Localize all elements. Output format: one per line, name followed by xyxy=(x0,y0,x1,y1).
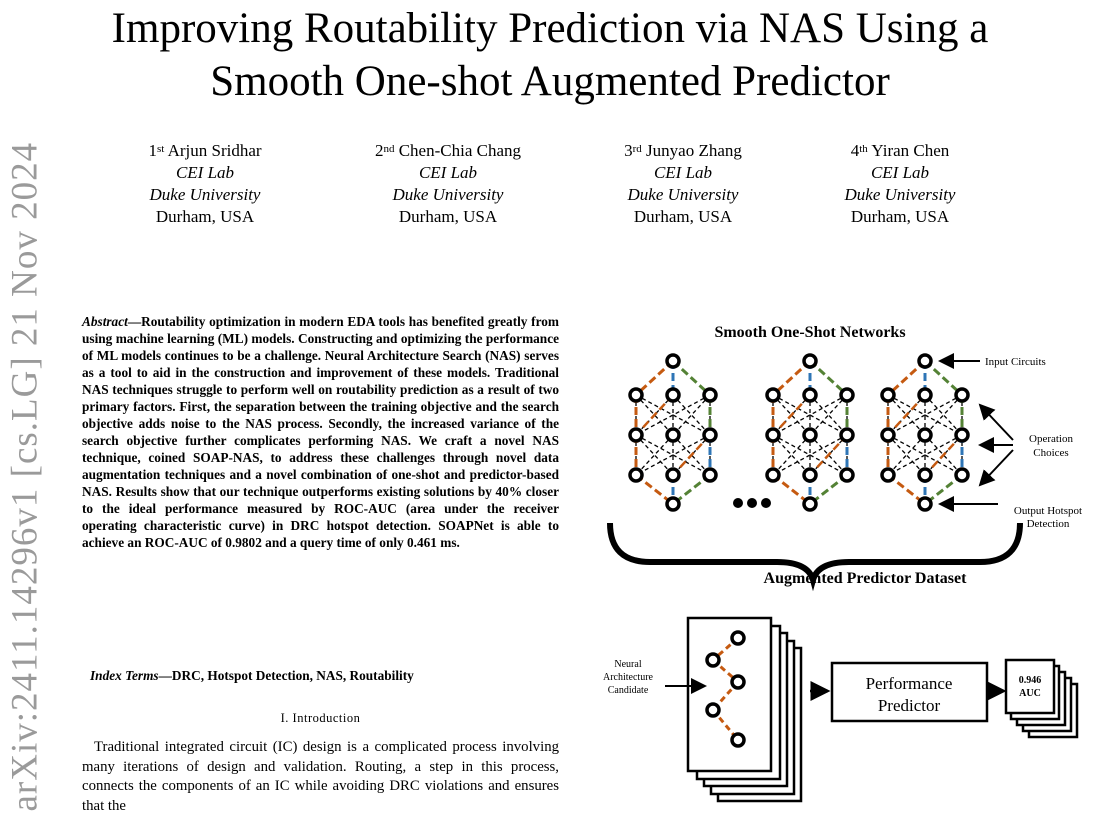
predictor-label-1: Performance xyxy=(865,674,953,693)
net-node xyxy=(841,389,853,401)
net-node xyxy=(804,355,816,367)
label-input-circuits: Input Circuits xyxy=(985,356,1046,368)
net-node xyxy=(919,429,931,441)
ellipsis-dots xyxy=(733,498,771,508)
net-node xyxy=(804,389,816,401)
net-node xyxy=(804,469,816,481)
figure-soap-nas xyxy=(595,310,1095,825)
net-node xyxy=(704,429,716,441)
net-node xyxy=(667,389,679,401)
figure-top-title: Smooth One-Shot Networks xyxy=(714,324,906,341)
net-node xyxy=(704,469,716,481)
author-ordinal-suffix: st xyxy=(156,143,165,155)
candidate-node xyxy=(732,734,744,746)
net-node xyxy=(804,429,816,441)
net-node xyxy=(704,389,716,401)
net-node xyxy=(919,469,931,481)
abstract-label: Abstract xyxy=(82,314,128,329)
author-ordinal: 4 xyxy=(850,141,860,160)
net-node xyxy=(630,389,642,401)
predictor-label-2: Predictor xyxy=(877,696,941,715)
net-node xyxy=(841,469,853,481)
abstract-text: —Routability optimization in modern EDA tools has benefited greatly from using machine learning (ML) models. Constructing and optimizing the performance of ML models continues to be a challenge. Neural Architecture Search (NAS) serves as a tool to aid in the construction and improvement of these models. Traditional NAS techniques struggle to perform well on routability prediction as a result of two primary factors. First, the separation between the training objective and the search objective adds noise to the NAS process. Secondly, the increased variance of the search objective further complicates performing NAS. We craft a novel NAS technique, coined SOAP-NAS, to address these challenges through novel data augmentation techniques and a novel combination of one-shot and predictor-based NAS. Results show that our technique outperforms existing solutions by 40% closer to the ideal performance measured by ROC-AUC (area under the receiver operating characteristic curve) in DRC hotspot detection. SOAPNet is able to achieve an ROC-AUC of 0.9802 and a query time of only 0.461 ms. xyxy=(82,314,559,550)
net-node xyxy=(767,429,779,441)
net-node xyxy=(882,429,894,441)
author-3 xyxy=(583,140,783,228)
paper-title xyxy=(0,2,1100,108)
label-choices: Choices xyxy=(1033,447,1069,459)
index-terms-text: —DRC, Hotspot Detection, NAS, Routability xyxy=(158,668,414,683)
ops-arrow-3 xyxy=(980,450,1013,485)
net-node xyxy=(956,469,968,481)
title-line-2: Smooth One-shot Augmented Predictor xyxy=(210,58,890,105)
net-node xyxy=(767,389,779,401)
arxiv-stamp xyxy=(0,141,46,820)
intro-paragraph: Traditional integrated circuit (IC) design is a complicated process involving many iterations of design and validation. Routing, a step in this process, connects the components of an IC while avoiding DRC violations and ensures that the xyxy=(82,739,559,814)
candidate-label-2: Architecture xyxy=(603,672,653,683)
author-name: Chen-Chia Chang xyxy=(398,141,522,160)
net-node xyxy=(882,469,894,481)
candidate-node xyxy=(707,654,719,666)
author-location: Durham, USA xyxy=(398,207,498,226)
author-lab: CEI Lab xyxy=(418,163,478,182)
auc-label: AUC xyxy=(1019,688,1041,699)
net-node xyxy=(667,355,679,367)
candidate-node xyxy=(732,632,744,644)
author-4 xyxy=(800,140,1000,228)
author-university: Duke University xyxy=(627,185,739,204)
author-lab: CEI Lab xyxy=(175,163,235,182)
net-node xyxy=(882,389,894,401)
candidate-label-3: Candidate xyxy=(607,685,649,696)
ops-arrow-1 xyxy=(980,405,1013,440)
net-node xyxy=(804,498,816,510)
net-node xyxy=(630,469,642,481)
auc-value: 0.946 xyxy=(1018,675,1042,686)
candidate-stack xyxy=(688,618,801,801)
net-node xyxy=(667,498,679,510)
net-node xyxy=(667,469,679,481)
author-ordinal-suffix: th xyxy=(859,143,868,155)
author-ordinal: 3 xyxy=(624,141,633,160)
label-output-hotspot: Output Hotspot xyxy=(1013,505,1083,517)
auc-stack xyxy=(1006,660,1077,737)
net-node xyxy=(919,389,931,401)
index-terms-label: Index Terms xyxy=(90,668,159,683)
author-university: Duke University xyxy=(392,185,504,204)
author-ordinal: 1 xyxy=(148,141,157,160)
label-detection: Detection xyxy=(1026,518,1070,530)
author-block xyxy=(0,140,1100,240)
arxiv-stamp-text: arXiv:2411.14296v1 [cs.LG] 21 Nov 2024 xyxy=(4,141,46,812)
figure-svg xyxy=(595,310,1095,825)
author-1 xyxy=(105,140,305,228)
net-node xyxy=(630,429,642,441)
net-node xyxy=(956,429,968,441)
abstract xyxy=(82,313,559,551)
net-node xyxy=(667,429,679,441)
author-lab: CEI Lab xyxy=(653,163,713,182)
author-ordinal-suffix: rd xyxy=(632,143,642,155)
net-node xyxy=(956,389,968,401)
author-university: Duke University xyxy=(844,185,956,204)
author-ordinal: 2 xyxy=(374,141,384,160)
candidate-label-1: Neural xyxy=(614,659,642,670)
author-name: Junyao Zhang xyxy=(646,141,742,160)
author-location: Durham, USA xyxy=(155,207,255,226)
net-node xyxy=(919,498,931,510)
section-heading: I. Introduction xyxy=(280,711,361,725)
dataset-title: Augmented Predictor Dataset xyxy=(763,570,967,587)
author-name: Arjun Sridhar xyxy=(167,141,262,160)
author-2 xyxy=(348,140,548,228)
net-node xyxy=(767,469,779,481)
author-location: Durham, USA xyxy=(850,207,950,226)
title-line-1: Improving Routability Prediction via NAS Using a xyxy=(111,5,989,52)
net-node xyxy=(841,429,853,441)
author-name: Yiran Chen xyxy=(871,141,950,160)
author-location: Durham, USA xyxy=(633,207,733,226)
label-operation: Operation xyxy=(1029,433,1073,445)
author-ordinal-suffix: nd xyxy=(383,143,395,155)
index-terms xyxy=(90,668,560,684)
candidate-node xyxy=(732,676,744,688)
one-shot-networks xyxy=(630,355,968,510)
candidate-node xyxy=(707,704,719,716)
net-node xyxy=(919,355,931,367)
author-lab: CEI Lab xyxy=(870,163,930,182)
author-university: Duke University xyxy=(149,185,261,204)
